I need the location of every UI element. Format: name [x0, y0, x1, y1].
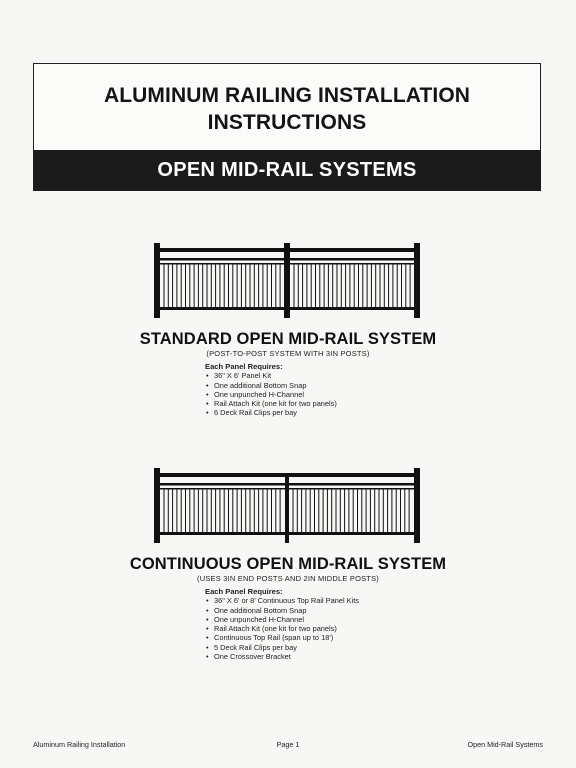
- standard-requires-label: Each Panel Requires:: [205, 362, 283, 371]
- list-item: • One unpunched H-Channel: [205, 615, 359, 624]
- standard-requirements: [205, 362, 337, 418]
- list-item: • One additional Bottom Snap: [205, 381, 337, 390]
- standard-system-subtitle: (POST-TO-POST SYSTEM WITH 3IN POSTS): [206, 349, 370, 358]
- continuous-post-left: [154, 468, 160, 543]
- continuous-requirements-list: [205, 596, 359, 661]
- section-band: OPEN MID-RAIL SYSTEMS: [33, 150, 541, 191]
- list-item: • Continuous Top Rail (span up to 18'): [205, 633, 359, 642]
- continuous-post-middle: [285, 475, 289, 543]
- continuous-system-subtitle: (USES 3IN END POSTS AND 2IN MIDDLE POSTS): [197, 574, 379, 583]
- standard-post-left: [154, 243, 160, 318]
- continuous-requires-label: Each Panel Requires:: [205, 587, 283, 596]
- document-title: [34, 82, 540, 136]
- list-item: • 5 Deck Rail Clips per bay: [205, 643, 359, 652]
- standard-railing-illustration: [152, 240, 422, 320]
- footer-left: Aluminum Railing Installation: [33, 740, 126, 749]
- list-item: • One Crossover Bracket: [205, 652, 359, 661]
- list-item: • Rail Attach Kit (one kit for two panels): [205, 399, 337, 408]
- continuous-railing-illustration: [152, 465, 422, 545]
- continuous-system-title: CONTINUOUS OPEN MID-RAIL SYSTEM: [129, 555, 447, 573]
- list-item: • 36" X 6' Panel Kit: [205, 371, 337, 380]
- list-item: • 36" X 6' or 8' Continuous Top Rail Panel Kits: [205, 596, 359, 605]
- title-line-2: INSTRUCTIONS: [207, 111, 367, 134]
- continuous-post-right: [414, 468, 420, 543]
- header-box: [33, 63, 541, 191]
- list-item: • 6 Deck Rail Clips per bay: [205, 408, 337, 417]
- standard-system-title: STANDARD OPEN MID-RAIL SYSTEM: [139, 330, 437, 348]
- title-line-1: ALUMINUM RAILING INSTALLATION: [103, 84, 471, 107]
- standard-requirements-list: [205, 371, 337, 417]
- footer-right: Open Mid-Rail Systems: [467, 740, 543, 749]
- footer-page-number: Page 1: [276, 740, 300, 749]
- list-item: • One additional Bottom Snap: [205, 606, 359, 615]
- continuous-requirements: [205, 587, 359, 661]
- standard-post-right: [414, 243, 420, 318]
- list-item: • Rail Attach Kit (one kit for two panels): [205, 624, 359, 633]
- standard-post-middle: [284, 243, 290, 318]
- list-item: • One unpunched H-Channel: [205, 390, 337, 399]
